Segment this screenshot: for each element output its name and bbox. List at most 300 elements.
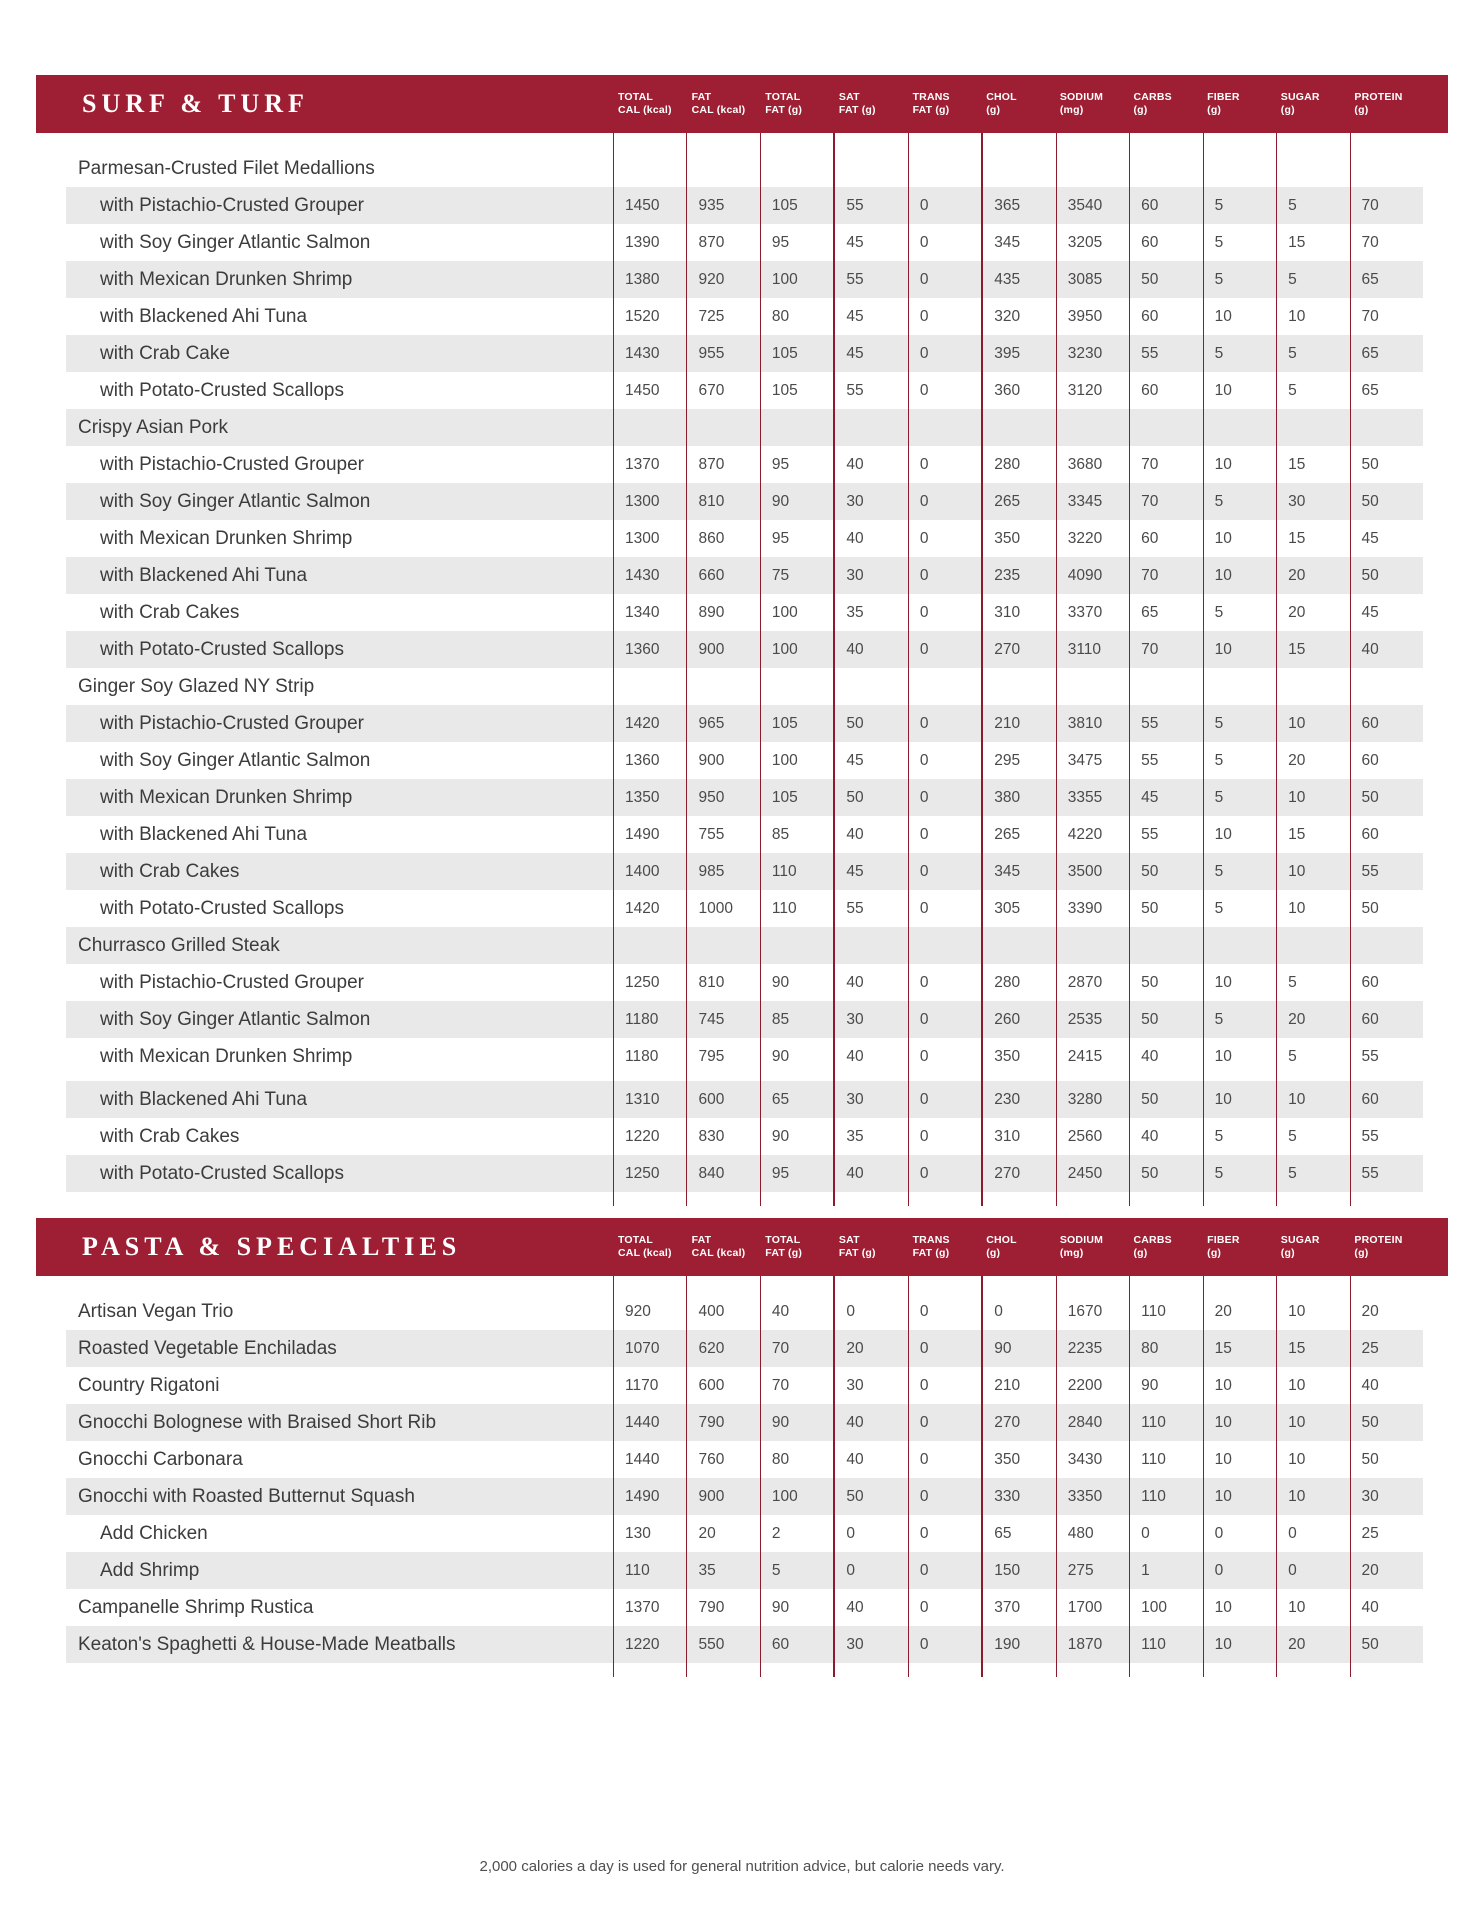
value-cell: 50 (833, 779, 907, 816)
value-cell: 65 (760, 1081, 833, 1118)
item-name (66, 133, 613, 150)
column-header-line1: CHOL (986, 1234, 1017, 1246)
value-cell (686, 1192, 759, 1206)
value-cell (686, 668, 759, 705)
value-cell: 75 (760, 557, 833, 594)
value-cell: 0 (1276, 1552, 1349, 1589)
value-cell: 10 (1276, 1441, 1349, 1478)
value-cell: 0 (908, 335, 981, 372)
value-cell: 1310 (613, 1081, 686, 1118)
value-cell: 40 (1350, 1367, 1423, 1404)
column-header-line1: FAT (691, 91, 712, 103)
column-header-line2: CAL (kcal) (691, 104, 746, 116)
value-cell: 10 (1203, 964, 1276, 1001)
value-cell (908, 1192, 981, 1206)
value-cell: 380 (981, 779, 1055, 816)
value-cell: 15 (1276, 631, 1349, 668)
value-cell: 10 (1203, 1367, 1276, 1404)
item-name: with Crab Cakes (100, 1125, 240, 1147)
value-cell: 55 (833, 890, 907, 927)
item-name: Ginger Soy Glazed NY Strip (78, 675, 315, 697)
column-header-line2: CAL (kcal) (618, 1247, 672, 1259)
value-cell (981, 409, 1055, 446)
value-cell: 30 (833, 1081, 907, 1118)
value-cell: 600 (686, 1081, 759, 1118)
column-header (1202, 75, 1276, 133)
value-cell: 0 (908, 1330, 981, 1367)
value-cell (908, 1276, 981, 1293)
value-cell: 50 (1129, 261, 1202, 298)
value-cell: 660 (686, 557, 759, 594)
value-cell: 345 (981, 853, 1055, 890)
value-cell: 985 (686, 853, 759, 890)
value-cell: 1440 (613, 1404, 686, 1441)
item-name: Roasted Vegetable Enchiladas (78, 1337, 337, 1359)
value-cell: 15 (1276, 224, 1349, 261)
item-name: Add Shrimp (100, 1559, 200, 1581)
value-cell: 85 (760, 816, 833, 853)
column-header-line2: (mg) (1059, 104, 1084, 116)
value-cell (981, 1663, 1055, 1677)
value-cell: 870 (686, 224, 759, 261)
value-cell: 2 (760, 1515, 833, 1552)
value-cell: 3220 (1056, 520, 1129, 557)
value-cell: 40 (833, 1155, 907, 1192)
value-cell: 60 (1350, 1001, 1423, 1038)
item-name: with Pistachio-Crusted Grouper (100, 971, 364, 993)
value-cell: 3230 (1056, 335, 1129, 372)
value-cell: 40 (833, 631, 907, 668)
value-cell: 55 (1129, 705, 1202, 742)
value-cell (1203, 1276, 1276, 1293)
value-cell (1276, 1663, 1349, 1677)
value-cell: 955 (686, 335, 759, 372)
item-name: with Potato-Crusted Scallops (100, 379, 344, 401)
value-cell: 0 (908, 1367, 981, 1404)
value-cell: 1180 (613, 1038, 686, 1075)
value-cell: 3500 (1056, 853, 1129, 890)
value-cell: 350 (981, 1038, 1055, 1075)
value-cell: 0 (908, 1552, 981, 1589)
value-cell: 5 (1203, 705, 1276, 742)
value-cell: 320 (981, 298, 1055, 335)
menu-row (66, 224, 1423, 261)
value-cell: 5 (1276, 187, 1349, 224)
value-cell (1129, 1192, 1202, 1206)
value-cell: 60 (1350, 964, 1423, 1001)
value-cell: 15 (1276, 446, 1349, 483)
menu-row (66, 890, 1423, 927)
column-header-line1: TOTAL (765, 91, 801, 103)
column-header-line2: FAT (g) (765, 104, 803, 116)
value-cell: 90 (760, 1038, 833, 1075)
spacer-row (66, 133, 1423, 150)
value-cell: 50 (1350, 483, 1423, 520)
value-cell: 60 (1129, 520, 1202, 557)
value-cell: 395 (981, 335, 1055, 372)
value-cell: 45 (1129, 779, 1202, 816)
value-cell: 1370 (613, 1589, 686, 1626)
value-cell (981, 133, 1055, 150)
value-cell: 3540 (1056, 187, 1129, 224)
item-name: with Crab Cakes (100, 860, 240, 882)
value-cell: 10 (1203, 1081, 1276, 1118)
value-cell: 0 (908, 594, 981, 631)
value-cell: 10 (1203, 298, 1276, 335)
value-cell: 330 (981, 1478, 1055, 1515)
value-cell: 40 (833, 1038, 907, 1075)
value-cell: 95 (760, 1155, 833, 1192)
value-cell: 110 (1129, 1478, 1202, 1515)
value-cell: 755 (686, 816, 759, 853)
value-cell (833, 668, 907, 705)
value-cell: 10 (1203, 631, 1276, 668)
spacer-row (66, 1663, 1423, 1677)
value-cell: 65 (1350, 335, 1423, 372)
column-header-line1: TRANS (912, 91, 950, 103)
value-cell: 45 (833, 298, 907, 335)
value-cell: 280 (981, 964, 1055, 1001)
value-cell: 10 (1203, 1038, 1276, 1075)
column-header-line1: TOTAL (618, 91, 654, 103)
value-cell: 830 (686, 1118, 759, 1155)
value-cell: 55 (833, 187, 907, 224)
pasta-specialties-banner (36, 1218, 1448, 1276)
value-cell: 5 (760, 1552, 833, 1589)
value-cell (1350, 1192, 1423, 1206)
column-header (834, 75, 908, 133)
menu-row (66, 594, 1423, 631)
menu-row (66, 1118, 1423, 1155)
value-cell (760, 668, 833, 705)
value-cell: 0 (908, 520, 981, 557)
value-cell (1276, 1192, 1349, 1206)
value-cell: 0 (908, 1081, 981, 1118)
value-cell: 60 (1350, 1081, 1423, 1118)
value-cell: 1360 (613, 631, 686, 668)
value-cell: 370 (981, 1589, 1055, 1626)
value-cell: 55 (1129, 816, 1202, 853)
value-cell: 60 (1350, 742, 1423, 779)
value-cell: 50 (1129, 964, 1202, 1001)
value-cell: 260 (981, 1001, 1055, 1038)
value-cell: 40 (833, 1404, 907, 1441)
value-cell: 30 (833, 1001, 907, 1038)
value-cell: 80 (760, 1441, 833, 1478)
column-header-line2: FAT (g) (765, 1247, 803, 1259)
value-cell: 80 (1129, 1330, 1202, 1367)
value-cell (686, 133, 759, 150)
value-cell (613, 409, 686, 446)
item-name: with Crab Cake (100, 342, 230, 364)
menu-row (66, 1001, 1423, 1038)
value-cell: 0 (908, 224, 981, 261)
value-cell: 950 (686, 779, 759, 816)
item-name: Artisan Vegan Trio (78, 1300, 234, 1322)
value-cell (760, 1192, 833, 1206)
value-cell: 920 (613, 1293, 686, 1330)
value-cell: 10 (1276, 1404, 1349, 1441)
value-cell: 5 (1203, 187, 1276, 224)
value-cell (981, 1276, 1055, 1293)
value-cell (908, 927, 981, 964)
value-cell: 0 (908, 779, 981, 816)
menu-row (66, 964, 1423, 1001)
item-name: with Blackened Ahi Tuna (100, 564, 308, 586)
value-cell: 795 (686, 1038, 759, 1075)
value-cell: 0 (908, 1155, 981, 1192)
value-cell: 305 (981, 890, 1055, 927)
menu-row (66, 1589, 1423, 1626)
value-cell (613, 1276, 686, 1293)
value-cell (613, 668, 686, 705)
value-cell: 50 (1350, 1404, 1423, 1441)
column-header (834, 1218, 908, 1276)
value-cell: 45 (833, 224, 907, 261)
column-header (687, 75, 761, 133)
value-cell: 30 (833, 1367, 907, 1404)
menu-row (66, 335, 1423, 372)
menu-row (66, 927, 1423, 964)
column-header (908, 1218, 982, 1276)
value-cell (908, 409, 981, 446)
value-cell: 0 (908, 853, 981, 890)
column-header-line2: (g) (1354, 104, 1369, 116)
value-cell: 40 (1350, 1589, 1423, 1626)
value-cell (760, 927, 833, 964)
value-cell: 20 (1276, 1001, 1349, 1038)
value-cell: 100 (760, 631, 833, 668)
value-cell (833, 927, 907, 964)
column-header-line2: (g) (1207, 1247, 1222, 1259)
value-cell (1129, 150, 1202, 187)
value-cell: 10 (1203, 520, 1276, 557)
value-cell: 70 (1129, 483, 1202, 520)
value-cell: 210 (981, 705, 1055, 742)
value-cell: 15 (1276, 1330, 1349, 1367)
value-cell (1203, 668, 1276, 705)
value-cell: 70 (1129, 557, 1202, 594)
value-cell (1129, 1276, 1202, 1293)
value-cell (1056, 150, 1129, 187)
item-name (66, 1663, 613, 1677)
value-cell: 50 (1350, 1441, 1423, 1478)
value-cell: 1520 (613, 298, 686, 335)
column-header-line1: TOTAL (765, 1234, 801, 1246)
value-cell (686, 927, 759, 964)
value-cell: 35 (833, 1118, 907, 1155)
value-cell: 280 (981, 446, 1055, 483)
value-cell: 5 (1203, 335, 1276, 372)
value-cell (1350, 1663, 1423, 1677)
value-cell: 5 (1276, 261, 1349, 298)
value-cell: 190 (981, 1626, 1055, 1663)
column-header (1128, 1218, 1202, 1276)
column-header-line1: SAT (838, 1234, 860, 1246)
value-cell: 745 (686, 1001, 759, 1038)
column-header (1055, 1218, 1129, 1276)
value-cell (908, 150, 981, 187)
surf-turf-table (36, 75, 1448, 1206)
value-cell: 725 (686, 298, 759, 335)
value-cell: 30 (833, 557, 907, 594)
value-cell (833, 133, 907, 150)
value-cell: 0 (908, 261, 981, 298)
value-cell: 2450 (1056, 1155, 1129, 1192)
column-header-line1: PROTEIN (1354, 91, 1403, 103)
value-cell: 1340 (613, 594, 686, 631)
value-cell (981, 150, 1055, 187)
value-cell: 5 (1203, 1118, 1276, 1155)
value-cell: 90 (760, 1404, 833, 1441)
value-cell: 1670 (1056, 1293, 1129, 1330)
value-cell: 900 (686, 742, 759, 779)
value-cell: 0 (908, 1118, 981, 1155)
column-header-line1: SODIUM (1059, 1234, 1104, 1246)
value-cell (1350, 668, 1423, 705)
menu-row (66, 261, 1423, 298)
value-cell: 110 (613, 1552, 686, 1589)
value-cell: 2840 (1056, 1404, 1129, 1441)
value-cell: 5 (1203, 779, 1276, 816)
value-cell: 1430 (613, 335, 686, 372)
value-cell: 25 (1350, 1515, 1423, 1552)
value-cell: 275 (1056, 1552, 1129, 1589)
column-header (1128, 75, 1202, 133)
value-cell: 10 (1276, 298, 1349, 335)
value-cell: 0 (908, 1589, 981, 1626)
value-cell: 1490 (613, 1478, 686, 1515)
column-header (1349, 75, 1423, 133)
item-name: with Blackened Ahi Tuna (100, 305, 308, 327)
value-cell: 5 (1276, 1155, 1349, 1192)
value-cell: 1420 (613, 890, 686, 927)
value-cell (1056, 1663, 1129, 1677)
value-cell: 40 (760, 1293, 833, 1330)
value-cell: 5 (1203, 890, 1276, 927)
value-cell: 10 (1203, 557, 1276, 594)
table-title: PASTA & SPECIALTIES (82, 1232, 462, 1261)
item-name: with Soy Ginger Atlantic Salmon (100, 749, 371, 771)
menu-row (66, 705, 1423, 742)
value-cell: 3350 (1056, 1478, 1129, 1515)
value-cell: 1220 (613, 1626, 686, 1663)
value-cell (1276, 668, 1349, 705)
value-cell (1276, 133, 1349, 150)
value-cell: 3475 (1056, 742, 1129, 779)
value-cell: 100 (760, 742, 833, 779)
value-cell: 5 (1203, 224, 1276, 261)
item-name: with Potato-Crusted Scallops (100, 638, 344, 660)
value-cell: 50 (1350, 779, 1423, 816)
value-cell: 40 (833, 1441, 907, 1478)
menu-row (66, 1293, 1423, 1330)
column-header-line1: TOTAL (618, 1234, 654, 1246)
value-cell: 5 (1276, 1118, 1349, 1155)
value-cell: 1390 (613, 224, 686, 261)
value-cell (833, 1276, 907, 1293)
value-cell: 1300 (613, 520, 686, 557)
value-cell: 60 (1129, 187, 1202, 224)
value-cell: 45 (833, 853, 907, 890)
value-cell: 30 (1276, 483, 1349, 520)
value-cell: 60 (1129, 224, 1202, 261)
value-cell (1056, 133, 1129, 150)
value-cell: 50 (833, 1478, 907, 1515)
value-cell: 1870 (1056, 1626, 1129, 1663)
value-cell (833, 1192, 907, 1206)
value-cell: 110 (1129, 1626, 1202, 1663)
value-cell (686, 1276, 759, 1293)
value-cell: 4090 (1056, 557, 1129, 594)
value-cell: 30 (833, 483, 907, 520)
value-cell: 55 (833, 372, 907, 409)
value-cell: 1400 (613, 853, 686, 890)
item-name: Crispy Asian Pork (78, 416, 228, 438)
item-name: with Crab Cakes (100, 601, 240, 623)
value-cell: 105 (760, 705, 833, 742)
value-cell: 100 (760, 594, 833, 631)
value-cell: 10 (1203, 1404, 1276, 1441)
value-cell: 85 (760, 1001, 833, 1038)
value-cell: 480 (1056, 1515, 1129, 1552)
menu-row (66, 1330, 1423, 1367)
value-cell: 105 (760, 372, 833, 409)
value-cell: 3430 (1056, 1441, 1129, 1478)
column-header (687, 1218, 761, 1276)
value-cell (1276, 1276, 1349, 1293)
value-cell: 0 (908, 1001, 981, 1038)
item-name: with Blackened Ahi Tuna (100, 823, 308, 845)
menu-row (66, 372, 1423, 409)
column-header-line1: CARBS (1133, 91, 1172, 103)
value-cell: 80 (760, 298, 833, 335)
value-cell: 45 (1350, 520, 1423, 557)
value-cell: 10 (1276, 1081, 1349, 1118)
value-cell: 50 (1129, 853, 1202, 890)
item-name (66, 1192, 613, 1206)
value-cell: 35 (833, 594, 907, 631)
value-cell: 65 (1350, 372, 1423, 409)
column-header-line2: CAL (kcal) (618, 104, 672, 116)
column-header-line1: SODIUM (1059, 91, 1104, 103)
value-cell: 295 (981, 742, 1055, 779)
value-cell: 1450 (613, 372, 686, 409)
value-cell: 100 (760, 261, 833, 298)
column-header (1276, 1218, 1350, 1276)
value-cell: 30 (1350, 1478, 1423, 1515)
value-cell: 310 (981, 594, 1055, 631)
value-cell: 1250 (613, 964, 686, 1001)
value-cell: 100 (760, 1478, 833, 1515)
column-header (760, 75, 834, 133)
value-cell: 3390 (1056, 890, 1129, 927)
item-name: with Mexican Drunken Shrimp (100, 1045, 353, 1067)
value-cell: 5 (1276, 1038, 1349, 1075)
value-cell: 0 (908, 1038, 981, 1075)
value-cell: 2235 (1056, 1330, 1129, 1367)
value-cell: 1370 (613, 446, 686, 483)
value-cell: 20 (1276, 594, 1349, 631)
value-cell: 790 (686, 1589, 759, 1626)
column-header-line2: (g) (1133, 1247, 1148, 1259)
value-cell: 1 (1129, 1552, 1202, 1589)
value-cell: 0 (908, 483, 981, 520)
column-header-line2: (g) (1280, 1247, 1295, 1259)
value-cell (908, 668, 981, 705)
column-header-line2: FAT (g) (912, 1247, 950, 1259)
value-cell: 0 (908, 557, 981, 594)
